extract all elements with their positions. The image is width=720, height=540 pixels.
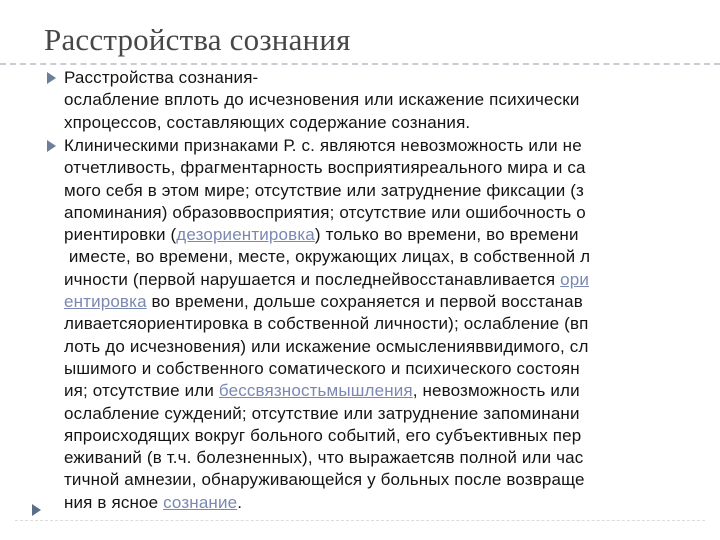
text-line: Клиническими признаками Р. с. являются невозможность или не [64,136,582,155]
link-orientation-part1[interactable]: ори [560,269,589,289]
title-divider [0,63,720,65]
link-orientation-part2[interactable]: ентировка [64,292,147,312]
link-consciousness[interactable]: сознание [163,492,238,512]
text-line: япроисходящих вокруг больного событий, его субъективных пер [64,425,582,445]
text-segment: . [237,492,243,512]
text-line: апоминания) образоввосприятия; отсутствие или ошибочность о [64,202,586,222]
text-line: хпроцессов, составляющих содержание сознания. [64,112,471,132]
link-disorientation[interactable]: дезориентировка [176,225,315,245]
text-line: иместе, во времени, месте, окружающих лицах, в собственной л [64,247,591,267]
text-line: ливаетсяориентировка в собственной личности); ослабление (вп [64,314,589,334]
text-line [64,492,684,514]
text-line: ышимого и собственного соматического и психического состоян [64,358,580,378]
text-line [64,291,684,313]
text-line [64,224,684,246]
text-line: отчетливость, фрагментарность восприятияреального мира и са [64,158,586,178]
bullet-paragraph-2 [64,135,684,514]
text-line: еживаний (в т.ч. болезненных), что выражаетсяв полной или час [64,448,584,468]
text-line: Расстройства сознания- [64,68,259,87]
text-segment: риентировки ( [64,225,177,245]
next-arrow-icon[interactable] [32,504,41,516]
bullet-paragraph-1 [64,67,684,134]
text-segment: ичности (первой нарушается и последнейвосстанавливается [64,269,561,289]
text-line: мого себя в этом мире; отсутствие или затруднение фиксации (з [64,180,584,200]
link-incoherent-thinking[interactable]: бессвязностьмышления [218,381,413,401]
text-segment: , невозможность или [412,381,580,401]
text-segment: ия; отсутствие или [64,381,219,401]
slide-title: Расстройства сознания [44,22,351,57]
bullet-arrow-icon [47,72,56,84]
text-line: лоть до исчезновения) или искажение осмысленияввидимого, сл [64,336,589,356]
bullet-arrow-icon [47,140,56,152]
text-line: ослабление суждений; отсутствие или затруднение запоминани [64,403,580,423]
text-segment: ) только во времени, во времени [314,225,579,245]
bottom-divider [15,520,705,521]
text-line: тичной амнезии, обнаруживающейся у больных после возвраще [64,470,585,490]
text-line [64,380,684,402]
text-segment: во времени, дольше сохраняется и первой восстанав [146,292,583,312]
text-line: ослабление вплоть до исчезновения или искажение психически [64,90,580,110]
text-line [64,269,684,291]
text-segment: ния в ясное [64,492,164,512]
